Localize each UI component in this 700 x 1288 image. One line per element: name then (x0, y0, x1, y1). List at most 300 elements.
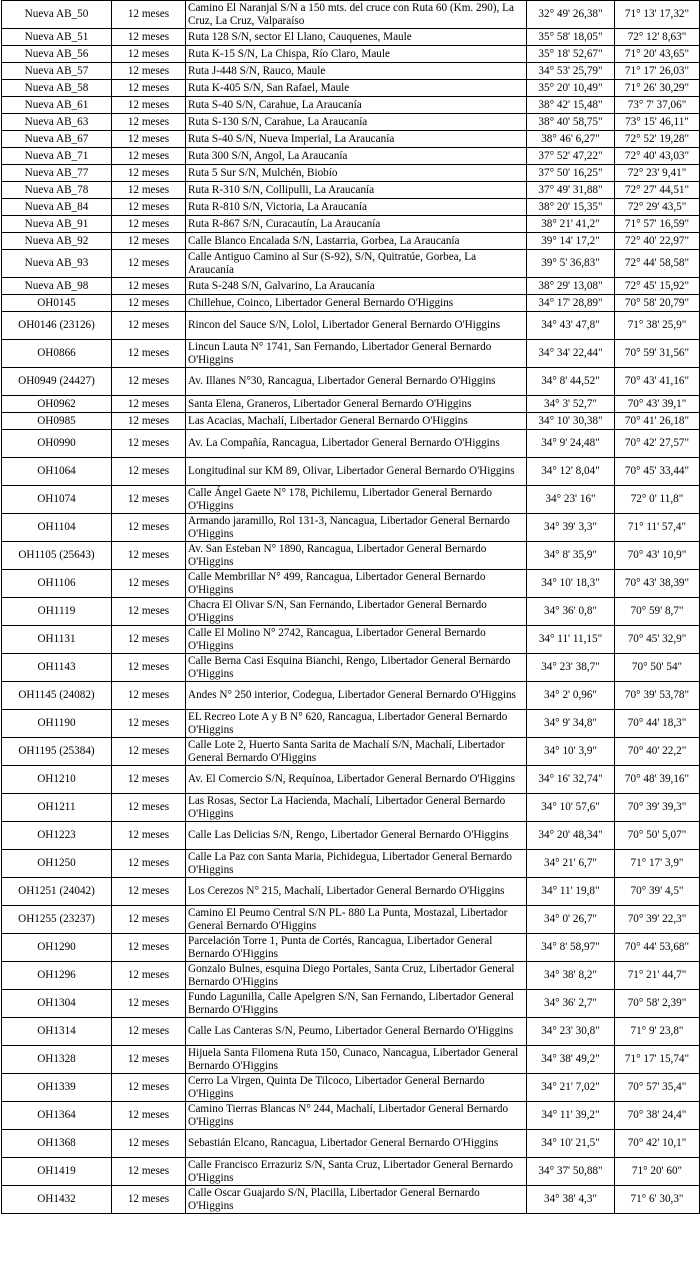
longitude-cell: 71° 26' 30,29" (615, 80, 700, 97)
address-cell: Chillehue, Coinco, Libertador General Bernardo O'Higgins (186, 295, 527, 312)
latitude-cell: 34° 10' 57,6" (527, 794, 615, 822)
longitude-cell: 70° 41' 26,18" (615, 413, 700, 430)
longitude-cell: 70° 39' 22,3" (615, 906, 700, 934)
latitude-cell: 34° 9' 34,8" (527, 710, 615, 738)
longitude-cell: 70° 38' 24,4" (615, 1102, 700, 1130)
longitude-cell: 70° 57' 35,4" (615, 1074, 700, 1102)
site-id-cell: OH1106 (2, 570, 112, 598)
latitude-cell: 34° 39' 3,3" (527, 514, 615, 542)
site-id-cell: OH1104 (2, 514, 112, 542)
longitude-cell: 70° 43' 10,9" (615, 542, 700, 570)
duration-cell: 12 meses (112, 1102, 186, 1130)
table-row (2, 295, 700, 312)
latitude-cell: 39° 14' 17,2" (527, 233, 615, 250)
longitude-cell: 70° 48' 39,16" (615, 766, 700, 794)
latitude-cell: 34° 17' 28,89" (527, 295, 615, 312)
table-row (2, 29, 700, 46)
address-cell: Calle Oscar Guajardo S/N, Placilla, Libertador General Bernardo O'Higgins (186, 1186, 527, 1214)
latitude-cell: 34° 10' 3,9" (527, 738, 615, 766)
longitude-cell: 71° 6' 30,3" (615, 1186, 700, 1214)
duration-cell: 12 meses (112, 312, 186, 340)
duration-cell: 12 meses (112, 97, 186, 114)
longitude-cell: 70° 43' 39,1" (615, 396, 700, 413)
latitude-cell: 38° 29' 13,08" (527, 278, 615, 295)
longitude-cell: 70° 44' 53,68" (615, 934, 700, 962)
longitude-cell: 72° 23' 9,41" (615, 165, 700, 182)
address-cell: Chacra El Olivar S/N, San Fernando, Libertador General Bernardo O'Higgins (186, 598, 527, 626)
address-cell: Gonzalo Bulnes, esquina Diego Portales, Santa Cruz, Libertador General Bernardo O'Higgins (186, 962, 527, 990)
duration-cell: 12 meses (112, 1074, 186, 1102)
longitude-cell: 72° 12' 8,63" (615, 29, 700, 46)
table-row (2, 934, 700, 962)
latitude-cell: 34° 23' 16" (527, 486, 615, 514)
table-row (2, 962, 700, 990)
address-cell: Rincon del Sauce S/N, Lolol, Libertador General Bernardo O'Higgins (186, 312, 527, 340)
address-cell: Camino El Peumo Central S/N PL- 880 La Punta, Mostazal, Libertador General Bernardo O'Higgins (186, 906, 527, 934)
table-row (2, 430, 700, 458)
table-row (2, 1186, 700, 1214)
table-row (2, 794, 700, 822)
longitude-cell: 71° 11' 57,4" (615, 514, 700, 542)
duration-cell: 12 meses (112, 29, 186, 46)
latitude-cell: 34° 12' 8,04" (527, 458, 615, 486)
table-row (2, 131, 700, 148)
latitude-cell: 35° 58' 18,05" (527, 29, 615, 46)
site-id-cell: Nueva AB_98 (2, 278, 112, 295)
latitude-cell: 34° 11' 11,15" (527, 626, 615, 654)
address-cell: Parcelación Torre 1, Punta de Cortés, Rancagua, Libertador General Bernardo O'Higgins (186, 934, 527, 962)
latitude-cell: 34° 9' 24,48" (527, 430, 615, 458)
duration-cell: 12 meses (112, 738, 186, 766)
address-cell: Ruta R-867 S/N, Curacautín, La Araucanía (186, 216, 527, 233)
table-row (2, 822, 700, 850)
duration-cell: 12 meses (112, 295, 186, 312)
latitude-cell: 34° 23' 30,8" (527, 1018, 615, 1046)
duration-cell: 12 meses (112, 654, 186, 682)
longitude-cell: 70° 59' 31,56" (615, 340, 700, 368)
latitude-cell: 34° 43' 47,8" (527, 312, 615, 340)
duration-cell: 12 meses (112, 598, 186, 626)
longitude-cell: 70° 43' 38,39" (615, 570, 700, 598)
site-id-cell: OH1296 (2, 962, 112, 990)
table-row (2, 1, 700, 29)
table-row (2, 878, 700, 906)
duration-cell: 12 meses (112, 1046, 186, 1074)
latitude-cell: 38° 46' 6,27" (527, 131, 615, 148)
site-id-cell: Nueva AB_57 (2, 63, 112, 80)
site-id-cell: Nueva AB_91 (2, 216, 112, 233)
longitude-cell: 70° 50' 5,07" (615, 822, 700, 850)
latitude-cell: 34° 11' 19,8" (527, 878, 615, 906)
latitude-cell: 34° 21' 6,7" (527, 850, 615, 878)
site-id-cell: Nueva AB_67 (2, 131, 112, 148)
site-id-cell: Nueva AB_77 (2, 165, 112, 182)
address-cell: Calle Las Delicias S/N, Rengo, Libertador General Bernardo O'Higgins (186, 822, 527, 850)
address-cell: Calle Berna Casi Esquina Bianchi, Rengo, Libertador General Bernardo O'Higgins (186, 654, 527, 682)
site-id-cell: OH1255 (23237) (2, 906, 112, 934)
table-row (2, 570, 700, 598)
site-id-cell: OH1074 (2, 486, 112, 514)
site-id-cell: OH1304 (2, 990, 112, 1018)
table-row (2, 1046, 700, 1074)
duration-cell: 12 meses (112, 682, 186, 710)
latitude-cell: 35° 20' 10,49" (527, 80, 615, 97)
address-cell: EL Recreo Lote A y B N° 620, Rancagua, Libertador General Bernardo O'Higgins (186, 710, 527, 738)
latitude-cell: 34° 3' 52,7" (527, 396, 615, 413)
address-cell: Las Acacias, Machalí, Libertador General Bernardo O'Higgins (186, 413, 527, 430)
latitude-cell: 34° 8' 35,9" (527, 542, 615, 570)
duration-cell: 12 meses (112, 46, 186, 63)
duration-cell: 12 meses (112, 63, 186, 80)
duration-cell: 12 meses (112, 794, 186, 822)
longitude-cell: 71° 20' 43,65" (615, 46, 700, 63)
address-cell: Sebastián Elcano, Rancagua, Libertador General Bernardo O'Higgins (186, 1130, 527, 1158)
latitude-cell: 39° 5' 36,83" (527, 250, 615, 278)
table-row (2, 165, 700, 182)
table-row (2, 598, 700, 626)
duration-cell: 12 meses (112, 368, 186, 396)
site-id-cell: Nueva AB_56 (2, 46, 112, 63)
table-row (2, 233, 700, 250)
address-cell: Camino Tierras Blancas N° 244, Machalí, Libertador General Bernardo O'Higgins (186, 1102, 527, 1130)
address-cell: Ruta K-15 S/N, La Chispa, Río Claro, Maule (186, 46, 527, 63)
longitude-cell: 70° 44' 18,3" (615, 710, 700, 738)
longitude-cell: 71° 17' 15,74" (615, 1046, 700, 1074)
latitude-cell: 34° 10' 21,5" (527, 1130, 615, 1158)
duration-cell: 12 meses (112, 766, 186, 794)
site-id-cell: OH1432 (2, 1186, 112, 1214)
address-cell: Ruta 300 S/N, Angol, La Araucanía (186, 148, 527, 165)
duration-cell: 12 meses (112, 396, 186, 413)
duration-cell: 12 meses (112, 80, 186, 97)
address-cell: Av. La Compañía, Rancagua, Libertador General Bernardo O'Higgins (186, 430, 527, 458)
latitude-cell: 34° 10' 30,38" (527, 413, 615, 430)
latitude-cell: 34° 53' 25,79" (527, 63, 615, 80)
duration-cell: 12 meses (112, 165, 186, 182)
site-id-cell: Nueva AB_93 (2, 250, 112, 278)
longitude-cell: 70° 58' 2,39" (615, 990, 700, 1018)
longitude-cell: 72° 40' 43,03" (615, 148, 700, 165)
latitude-cell: 35° 18' 52,67" (527, 46, 615, 63)
longitude-cell: 71° 17' 3,9" (615, 850, 700, 878)
longitude-cell: 70° 45' 32,9" (615, 626, 700, 654)
latitude-cell: 37° 50' 16,25" (527, 165, 615, 182)
latitude-cell: 34° 10' 18,3" (527, 570, 615, 598)
address-cell: Ruta S-40 S/N, Carahue, La Araucanía (186, 97, 527, 114)
latitude-cell: 34° 21' 7,02" (527, 1074, 615, 1102)
longitude-cell: 70° 42' 27,57" (615, 430, 700, 458)
site-id-cell: Nueva AB_58 (2, 80, 112, 97)
latitude-cell: 34° 38' 8,2" (527, 962, 615, 990)
site-id-cell: OH1368 (2, 1130, 112, 1158)
duration-cell: 12 meses (112, 878, 186, 906)
table-row (2, 850, 700, 878)
table-row (2, 199, 700, 216)
table-row (2, 906, 700, 934)
sites-table (1, 0, 700, 1214)
site-id-cell: OH1328 (2, 1046, 112, 1074)
longitude-cell: 71° 57' 16,59" (615, 216, 700, 233)
longitude-cell: 72° 27' 44,51" (615, 182, 700, 199)
latitude-cell: 34° 11' 39,2" (527, 1102, 615, 1130)
duration-cell: 12 meses (112, 250, 186, 278)
duration-cell: 12 meses (112, 514, 186, 542)
site-id-cell: OH1211 (2, 794, 112, 822)
duration-cell: 12 meses (112, 148, 186, 165)
latitude-cell: 32° 49' 26,38" (527, 1, 615, 29)
longitude-cell: 71° 13' 17,32" (615, 1, 700, 29)
latitude-cell: 34° 38' 4,3" (527, 1186, 615, 1214)
longitude-cell: 71° 20' 60" (615, 1158, 700, 1186)
table-row (2, 738, 700, 766)
duration-cell: 12 meses (112, 990, 186, 1018)
duration-cell: 12 meses (112, 1130, 186, 1158)
latitude-cell: 34° 34' 22,44" (527, 340, 615, 368)
duration-cell: 12 meses (112, 182, 186, 199)
table-row (2, 514, 700, 542)
table-row (2, 216, 700, 233)
site-id-cell: Nueva AB_63 (2, 114, 112, 131)
site-id-cell: OH1223 (2, 822, 112, 850)
longitude-cell: 70° 42' 10,1" (615, 1130, 700, 1158)
site-id-cell: OH1064 (2, 458, 112, 486)
table-row (2, 148, 700, 165)
table-row (2, 710, 700, 738)
duration-cell: 12 meses (112, 430, 186, 458)
duration-cell: 12 meses (112, 626, 186, 654)
table-body (2, 1, 700, 1214)
site-id-cell: OH1251 (24042) (2, 878, 112, 906)
longitude-cell: 71° 21' 44,7" (615, 962, 700, 990)
longitude-cell: 70° 58' 20,79" (615, 295, 700, 312)
address-cell: Calle Francisco Errazuriz S/N, Santa Cruz, Libertador General Bernardo O'Higgins (186, 1158, 527, 1186)
table-row (2, 312, 700, 340)
site-id-cell: OH1250 (2, 850, 112, 878)
table-row (2, 278, 700, 295)
duration-cell: 12 meses (112, 340, 186, 368)
site-id-cell: OH1119 (2, 598, 112, 626)
site-id-cell: OH1195 (25384) (2, 738, 112, 766)
table-row (2, 1018, 700, 1046)
table-row (2, 182, 700, 199)
table-row (2, 46, 700, 63)
latitude-cell: 34° 23' 38,7" (527, 654, 615, 682)
duration-cell: 12 meses (112, 413, 186, 430)
address-cell: Ruta J-448 S/N, Rauco, Maule (186, 63, 527, 80)
table-row (2, 486, 700, 514)
site-id-cell: OH1190 (2, 710, 112, 738)
address-cell: Calle Blanco Encalada S/N, Lastarria, Gorbea, La Araucanía (186, 233, 527, 250)
site-id-cell: Nueva AB_61 (2, 97, 112, 114)
site-id-cell: Nueva AB_51 (2, 29, 112, 46)
latitude-cell: 38° 42' 15,48" (527, 97, 615, 114)
latitude-cell: 34° 36' 0,8" (527, 598, 615, 626)
longitude-cell: 71° 9' 23,8" (615, 1018, 700, 1046)
duration-cell: 12 meses (112, 570, 186, 598)
duration-cell: 12 meses (112, 114, 186, 131)
address-cell: Ruta R-310 S/N, Collipulli, La Araucanía (186, 182, 527, 199)
latitude-cell: 34° 37' 50,88" (527, 1158, 615, 1186)
address-cell: Ruta S-130 S/N, Carahue, La Araucanía (186, 114, 527, 131)
address-cell: Ruta R-810 S/N, Victoria, La Araucanía (186, 199, 527, 216)
table-row (2, 396, 700, 413)
longitude-cell: 72° 45' 15,92" (615, 278, 700, 295)
duration-cell: 12 meses (112, 278, 186, 295)
latitude-cell: 37° 49' 31,88" (527, 182, 615, 199)
table-row (2, 413, 700, 430)
duration-cell: 12 meses (112, 934, 186, 962)
longitude-cell: 70° 45' 33,44" (615, 458, 700, 486)
address-cell: Andes N° 250 interior, Codegua, Libertador General Bernardo O'Higgins (186, 682, 527, 710)
table-row (2, 80, 700, 97)
latitude-cell: 34° 8' 44,52" (527, 368, 615, 396)
latitude-cell: 34° 2' 0,96" (527, 682, 615, 710)
address-cell: Calle Lote 2, Huerto Santa Sarita de Machalí S/N, Machalí, Libertador General Bernardo O'Higgins (186, 738, 527, 766)
site-id-cell: Nueva AB_50 (2, 1, 112, 29)
latitude-cell: 34° 38' 49,2" (527, 1046, 615, 1074)
site-id-cell: OH0949 (24427) (2, 368, 112, 396)
longitude-cell: 70° 39' 39,3" (615, 794, 700, 822)
table-row (2, 63, 700, 80)
address-cell: Fundo Lagunilla, Calle Apelgren S/N, San Fernando, Libertador General Bernardo O'Higgins (186, 990, 527, 1018)
site-id-cell: OH0985 (2, 413, 112, 430)
longitude-cell: 73° 15' 46,11" (615, 114, 700, 131)
address-cell: Av. San Esteban N° 1890, Rancagua, Libertador General Bernardo O'Higgins (186, 542, 527, 570)
latitude-cell: 34° 16' 32,74" (527, 766, 615, 794)
longitude-cell: 70° 39' 4,5" (615, 878, 700, 906)
site-id-cell: Nueva AB_84 (2, 199, 112, 216)
latitude-cell: 34° 20' 48,34" (527, 822, 615, 850)
table-row (2, 458, 700, 486)
longitude-cell: 70° 39' 53,78" (615, 682, 700, 710)
longitude-cell: 70° 40' 22,2" (615, 738, 700, 766)
duration-cell: 12 meses (112, 1186, 186, 1214)
latitude-cell: 37° 52' 47,22" (527, 148, 615, 165)
address-cell: Av. El Comercio S/N, Requínoa, Libertador General Bernardo O'Higgins (186, 766, 527, 794)
address-cell: Longitudinal sur KM 89, Olivar, Libertador General Bernardo O'Higgins (186, 458, 527, 486)
table-row (2, 654, 700, 682)
address-cell: Lincun Lauta N° 1741, San Fernando, Libertador General Bernardo O'Higgins (186, 340, 527, 368)
address-cell: Hijuela Santa Filomena Ruta 150, Cunaco, Nancagua, Libertador General Bernardo O'Higgins (186, 1046, 527, 1074)
address-cell: Ruta S-248 S/N, Galvarino, La Araucanía (186, 278, 527, 295)
site-id-cell: OH0866 (2, 340, 112, 368)
address-cell: Calle Las Canteras S/N, Peumo, Libertador General Bernardo O'Higgins (186, 1018, 527, 1046)
site-id-cell: OH0990 (2, 430, 112, 458)
site-id-cell: OH1105 (25643) (2, 542, 112, 570)
address-cell: Cerro La Virgen, Quinta De Tilcoco, Libertador General Bernardo O'Higgins (186, 1074, 527, 1102)
longitude-cell: 71° 38' 25,9" (615, 312, 700, 340)
duration-cell: 12 meses (112, 1018, 186, 1046)
latitude-cell: 38° 21' 41,2" (527, 216, 615, 233)
site-id-cell: OH1290 (2, 934, 112, 962)
latitude-cell: 38° 40' 58,75" (527, 114, 615, 131)
longitude-cell: 70° 50' 54" (615, 654, 700, 682)
address-cell: Calle La Paz con Santa Maria, Pichidegua, Libertador General Bernardo O'Higgins (186, 850, 527, 878)
site-id-cell: Nueva AB_92 (2, 233, 112, 250)
table-row (2, 250, 700, 278)
duration-cell: 12 meses (112, 542, 186, 570)
table-row (2, 1074, 700, 1102)
site-id-cell: OH1314 (2, 1018, 112, 1046)
latitude-cell: 34° 8' 58,97" (527, 934, 615, 962)
longitude-cell: 72° 0' 11,8" (615, 486, 700, 514)
longitude-cell: 73° 7' 37,06" (615, 97, 700, 114)
address-cell: Santa Elena, Graneros, Libertador General Bernardo O'Higgins (186, 396, 527, 413)
address-cell: Calle Membrillar N° 499, Rancagua, Libertador General Bernardo O'Higgins (186, 570, 527, 598)
table-row (2, 1102, 700, 1130)
address-cell: Los Cerezos N° 215, Machalí, Libertador General Bernardo O'Higgins (186, 878, 527, 906)
longitude-cell: 70° 59' 8,7" (615, 598, 700, 626)
table-row (2, 114, 700, 131)
longitude-cell: 71° 17' 26,03" (615, 63, 700, 80)
site-id-cell: OH1364 (2, 1102, 112, 1130)
site-id-cell: OH1143 (2, 654, 112, 682)
duration-cell: 12 meses (112, 962, 186, 990)
address-cell: Camino El Naranjal S/N a 150 mts. del cruce con Ruta 60 (Km. 290), La Cruz, La Cruz, Valparaíso (186, 1, 527, 29)
address-cell: Ruta 5 Sur S/N, Mulchén, Biobío (186, 165, 527, 182)
address-cell: Calle Antiguo Camino al Sur (S-92), S/N, Quitratúe, Gorbea, La Araucanía (186, 250, 527, 278)
site-id-cell: OH0145 (2, 295, 112, 312)
table-row (2, 682, 700, 710)
address-cell: Av. Illanes N°30, Rancagua, Libertador General Bernardo O'Higgins (186, 368, 527, 396)
site-id-cell: OH1339 (2, 1074, 112, 1102)
longitude-cell: 72° 40' 22,97" (615, 233, 700, 250)
duration-cell: 12 meses (112, 199, 186, 216)
duration-cell: 12 meses (112, 710, 186, 738)
address-cell: Armando jaramillo, Rol 131-3, Nancagua, Libertador General Bernardo O'Higgins (186, 514, 527, 542)
site-id-cell: Nueva AB_78 (2, 182, 112, 199)
longitude-cell: 72° 52' 19,28" (615, 131, 700, 148)
site-id-cell: OH1210 (2, 766, 112, 794)
duration-cell: 12 meses (112, 131, 186, 148)
table-row (2, 368, 700, 396)
duration-cell: 12 meses (112, 906, 186, 934)
duration-cell: 12 meses (112, 822, 186, 850)
latitude-cell: 38° 20' 15,35" (527, 199, 615, 216)
site-id-cell: OH1145 (24082) (2, 682, 112, 710)
address-cell: Ruta 128 S/N, sector El Llano, Cauquenes, Maule (186, 29, 527, 46)
site-id-cell: OH0962 (2, 396, 112, 413)
table-row (2, 626, 700, 654)
longitude-cell: 72° 29' 43,5" (615, 199, 700, 216)
duration-cell: 12 meses (112, 1, 186, 29)
site-id-cell: OH1419 (2, 1158, 112, 1186)
address-cell: Las Rosas, Sector La Hacienda, Machalí, Libertador General Bernardo O'Higgins (186, 794, 527, 822)
table-row (2, 1158, 700, 1186)
duration-cell: 12 meses (112, 486, 186, 514)
address-cell: Calle El Molino N° 2742, Rancagua, Libertador General Bernardo O'Higgins (186, 626, 527, 654)
site-id-cell: Nueva AB_71 (2, 148, 112, 165)
site-id-cell: OH1131 (2, 626, 112, 654)
address-cell: Ruta K-405 S/N, San Rafael, Maule (186, 80, 527, 97)
duration-cell: 12 meses (112, 458, 186, 486)
duration-cell: 12 meses (112, 233, 186, 250)
site-id-cell: OH0146 (23126) (2, 312, 112, 340)
longitude-cell: 72° 44' 58,58" (615, 250, 700, 278)
table-row (2, 340, 700, 368)
duration-cell: 12 meses (112, 850, 186, 878)
address-cell: Ruta S-40 S/N, Nueva Imperial, La Araucanía (186, 131, 527, 148)
address-cell: Calle Ángel Gaete N° 178, Pichilemu, Libertador General Bernardo O'Higgins (186, 486, 527, 514)
latitude-cell: 34° 36' 2,7" (527, 990, 615, 1018)
duration-cell: 12 meses (112, 1158, 186, 1186)
table-row (2, 1130, 700, 1158)
duration-cell: 12 meses (112, 216, 186, 233)
table-row (2, 990, 700, 1018)
table-row (2, 542, 700, 570)
longitude-cell: 70° 43' 41,16" (615, 368, 700, 396)
latitude-cell: 34° 0' 26,7" (527, 906, 615, 934)
